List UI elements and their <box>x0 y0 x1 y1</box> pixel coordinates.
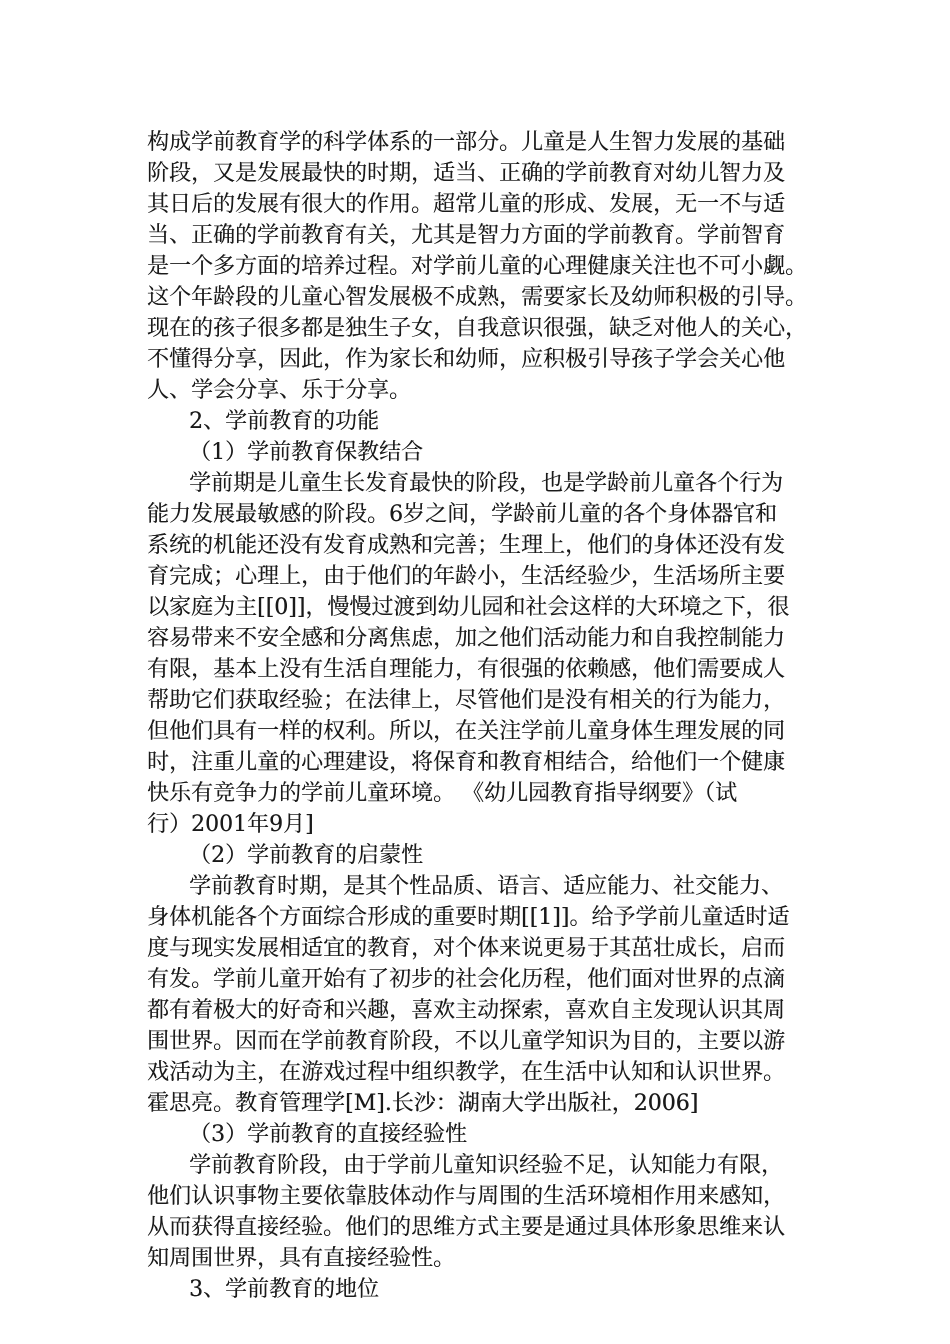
text-line: 有发。学前儿童开始有了初步的社会化历程，他们面对世界的点滴 <box>147 967 786 992</box>
text-line: 时，注重儿童的心理建设，将保育和教育相结合，给他们一个健康 <box>147 750 786 775</box>
text-line: 行）2001年9月] <box>147 812 314 837</box>
text-line: 度与现实发展相适宜的教育，对个体来说更易于其茁壮成长，启而 <box>147 936 786 961</box>
text-line: 系统的机能还没有发育成熟和完善；生理上，他们的身体还没有发 <box>147 533 786 558</box>
text-line: 学前期是儿童生长发育最快的阶段，也是学龄前儿童各个行为 <box>189 471 784 496</box>
text-line: 戏活动为主，在游戏过程中组织教学，在生活中认知和认识世界。 <box>147 1060 786 1085</box>
text-line: 从而获得直接经验。他们的思维方式主要是通过具体形象思维来认 <box>147 1215 786 1240</box>
text-line: 他们认识事物主要依靠肢体动作与周围的生活环境相作用来感知， <box>147 1184 786 1209</box>
text-line: 容易带来不安全感和分离焦虑，加之他们活动能力和自我控制能力 <box>147 626 786 651</box>
subsection-heading: （2）学前教育的启蒙性 <box>189 843 423 868</box>
text-line: 现在的孩子很多都是独生子女，自我意识很强，缺乏对他人的关心， <box>147 316 808 341</box>
text-line: 身体机能各个方面综合形成的重要时期[[1]]。给予学前儿童适时适 <box>147 905 790 930</box>
text-line: 围世界。因而在学前教育阶段，不以儿童学知识为目的，主要以游 <box>147 1029 786 1054</box>
text-line: 有限，基本上没有生活自理能力，有很强的依赖感，他们需要成人 <box>147 657 786 682</box>
text-line: 知周围世界，具有直接经验性。 <box>147 1246 456 1271</box>
subsection-heading: （1）学前教育保教结合 <box>189 440 423 465</box>
text-line: 是一个多方面的培养过程。对学前儿童的心理健康关注也不可小觑。 <box>147 254 808 279</box>
text-line: 以家庭为主[[0]]，慢慢过渡到幼儿园和社会这样的大环境之下，很 <box>147 595 790 620</box>
text-line: 育完成；心理上，由于他们的年龄小，生活经验少，生活场所主要 <box>147 564 786 589</box>
text-line: 学前教育时期，是其个性品质、语言、适应能力、社交能力、 <box>189 874 784 899</box>
text-line: 这个年龄段的儿童心智发展极不成熟，需要家长及幼师积极的引导。 <box>147 285 808 310</box>
text-line: 都有着极大的好奇和兴趣，喜欢主动探索，喜欢自主发现认识其周 <box>147 998 786 1023</box>
text-line: 人、学会分享、乐于分享。 <box>147 378 412 403</box>
subsection-heading: （3）学前教育的直接经验性 <box>189 1122 467 1147</box>
text-line: 阶段，又是发展最快的时期，适当、正确的学前教育对幼儿智力及 <box>147 161 786 186</box>
text-line: 学前教育阶段，由于学前儿童知识经验不足，认知能力有限， <box>189 1153 784 1178</box>
text-line: 但他们具有一样的权利。所以，在关注学前儿童身体生理发展的同 <box>147 719 786 744</box>
text-line: 霍思亮。教育管理学[M].长沙：湖南大学出版社，2006] <box>147 1091 699 1116</box>
text-line: 不懂得分享，因此，作为家长和幼师，应积极引导孩子学会关心他 <box>147 347 786 372</box>
section-heading: 2、学前教育的功能 <box>189 409 379 434</box>
text-line: 快乐有竞争力的学前儿童环境。 《幼儿园教育指导纲要》（试 <box>147 781 737 806</box>
text-line: 能力发展最敏感的阶段。6岁之间，学龄前儿童的各个身体器官和 <box>147 502 777 527</box>
text-line: 当、正确的学前教育有关，尤其是智力方面的学前教育。学前智育 <box>147 223 786 248</box>
text-line: 构成学前教育学的科学体系的一部分。儿童是人生智力发展的基础 <box>147 130 786 155</box>
text-line: 帮助它们获取经验；在法律上，尽管他们是没有相关的行为能力， <box>147 688 786 713</box>
text-line: 其日后的发展有很大的作用。超常儿童的形成、发展，无一不与适 <box>147 192 786 217</box>
section-heading: 3、学前教育的地位 <box>189 1277 379 1302</box>
